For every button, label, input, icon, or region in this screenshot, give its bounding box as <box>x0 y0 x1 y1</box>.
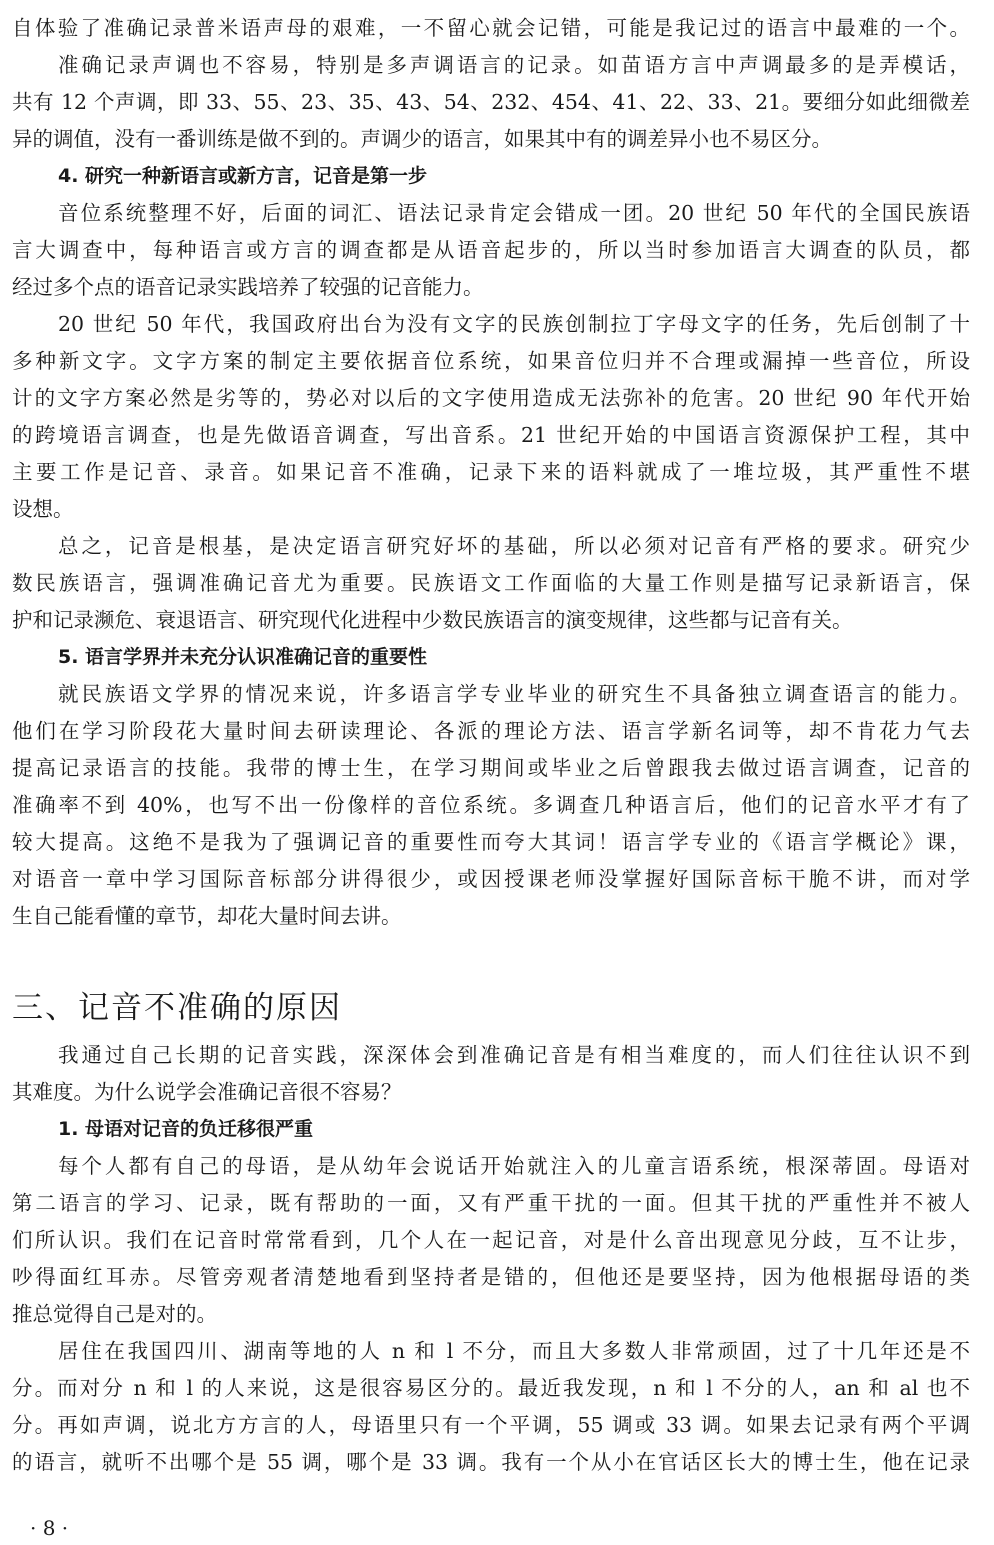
subheading-5: 5. 语言学界并未充分认识准确记音的重要性 <box>58 646 428 668</box>
text-line: 的跨境语言调查，也是先做语音调查，写出音系。21 世纪开始的中国语言资源保护工程，其中 <box>12 423 970 447</box>
text-line: 总之，记音是根基，是决定语言研究好坏的基础，所以必须对记音有严格的要求。研究少 <box>58 534 970 558</box>
text-line: 较大提高。这绝不是我为了强调记音的重要性而夸大其词！语言学专业的《语言学概论》课， <box>12 830 970 854</box>
text-line: 居住在我国四川、湖南等地的人 n 和 l 不分，而且大多数人非常顽固，过了十几年还是不 <box>58 1339 970 1363</box>
text-line: 对语音一章中学习国际音标部分讲得很少，或因授课老师没掌握好国际音标干脆不讲，而对学 <box>12 867 970 891</box>
text-line: 吵得面红耳赤。尽管旁观者清楚地看到坚持者是错的，但他还是要坚持，因为他根据母语的类 <box>12 1265 970 1289</box>
text-line: 我通过自己长期的记音实践，深深体会到准确记音是有相当难度的，而人们往往认识不到 <box>58 1043 970 1067</box>
paragraph-group-section3-intro <box>12 1037 970 1111</box>
text-line: 每个人都有自己的母语，是从幼年会说话开始就注入的儿童言语系统，根深蒂固。母语对 <box>58 1154 970 1178</box>
text-line: 音位系统整理不好，后面的词汇、语法记录肯定会错成一团。20 世纪 50 年代的全国民族语 <box>58 201 970 225</box>
text-line: 就民族语文学界的情况来说，许多语言学专业毕业的研究生不具备独立调查语言的能力。 <box>58 682 970 706</box>
page-number: · 8 · <box>30 1516 69 1540</box>
section-title: 三、记音不准确的原因 <box>12 990 342 1026</box>
paragraph-group-4 <box>12 195 970 639</box>
text-line: 分。再如声调，说北方方言的人，母语里只有一个平调，55 调或 33 调。如果去记录有两个平调 <box>12 1413 970 1437</box>
text-line: 准确率不到 40%，也写不出一份像样的音位系统。多调查几种语言后，他们的记音水平才有了 <box>12 793 970 817</box>
text-line: 经过多个点的语音记录实践培养了较强的记音能力。 <box>12 275 484 299</box>
text-line: 共有 12 个声调，即 33、55、23、35、43、54、232、454、41、22、33、21。要细分如此细微差 <box>12 90 970 114</box>
text-line: 计的文字方案必然是劣等的，势必对以后的文字使用造成无法弥补的危害。20 世纪 90 年代开始 <box>12 386 970 410</box>
text-line: 他们在学习阶段花大量时间去研读理论、各派的理论方法、语言学新名词等，却不肯花力气去 <box>12 719 970 743</box>
text-line: 主要工作是记音、录音。如果记音不准确，记录下来的语料就成了一堆垃圾，其严重性不堪 <box>12 460 970 484</box>
text-line: 言大调查中，每种语言或方言的调查都是从语音起步的，所以当时参加语言大调查的队员，都 <box>12 238 970 262</box>
text-line: 分。而对分 n 和 l 的人来说，这是很容易区分的。最近我发现，n 和 l 不分的人，an 和 al 也不 <box>12 1376 970 1400</box>
subheading-section3-1: 1. 母语对记音的负迁移很严重 <box>58 1118 314 1140</box>
text-line: 异的调值，没有一番训练是做不到的。声调少的语言，如果其中有的调差异小也不易区分。 <box>12 127 832 151</box>
page-body <box>12 10 970 1481</box>
text-line: 20 世纪 50 年代，我国政府出台为没有文字的民族创制拉丁字母文字的任务，先后创制了十 <box>58 312 970 336</box>
paragraph-group-5 <box>12 676 970 935</box>
text-line: 设想。 <box>12 497 74 521</box>
section-spacer <box>12 935 970 983</box>
text-line: 护和记录濒危、衰退语言、研究现代化进程中少数民族语言的演变规律，这些都与记音有关。 <box>12 608 853 632</box>
subheading-4: 4. 研究一种新语言或新方言，记音是第一步 <box>58 165 428 187</box>
text-line: 自体验了准确记录普米语声母的艰难，一不留心就会记错，可能是我记过的语言中最难的一个。 <box>12 16 970 40</box>
text-line: 其难度。为什么说学会准确记音很不容易？ <box>12 1080 402 1104</box>
text-line: 推总觉得自己是对的。 <box>12 1302 217 1326</box>
text-line: 生自己能看懂的章节，却花大量时间去讲。 <box>12 904 402 928</box>
text-line: 提高记录语言的技能。我带的博士生，在学习期间或毕业之后曾跟我去做过语言调查，记音的 <box>12 756 970 780</box>
text-line: 的语言，就听不出哪个是 55 调，哪个是 33 调。我有一个从小在官话区长大的博士生，他在记录 <box>12 1450 970 1474</box>
text-line: 准确记录声调也不容易，特别是多声调语言的记录。如苗语方言中声调最多的是弄模话， <box>58 53 970 77</box>
paragraph-group-section3-1 <box>12 1148 970 1481</box>
text-line: 们所认识。我们在记音时常常看到，几个人在一起记音，对是什么音出现意见分歧，互不让步， <box>12 1228 970 1252</box>
text-line: 数民族语言，强调准确记音尤为重要。民族语文工作面临的大量工作则是描写记录新语言，保 <box>12 571 970 595</box>
text-line: 第二语言的学习、记录，既有帮助的一面，又有严重干扰的一面。但其干扰的严重性并不被人 <box>12 1191 970 1215</box>
paragraph-group-top <box>12 10 970 158</box>
text-line: 多种新文字。文字方案的制定主要依据音位系统，如果音位归并不合理或漏掉一些音位，所设 <box>12 349 970 373</box>
